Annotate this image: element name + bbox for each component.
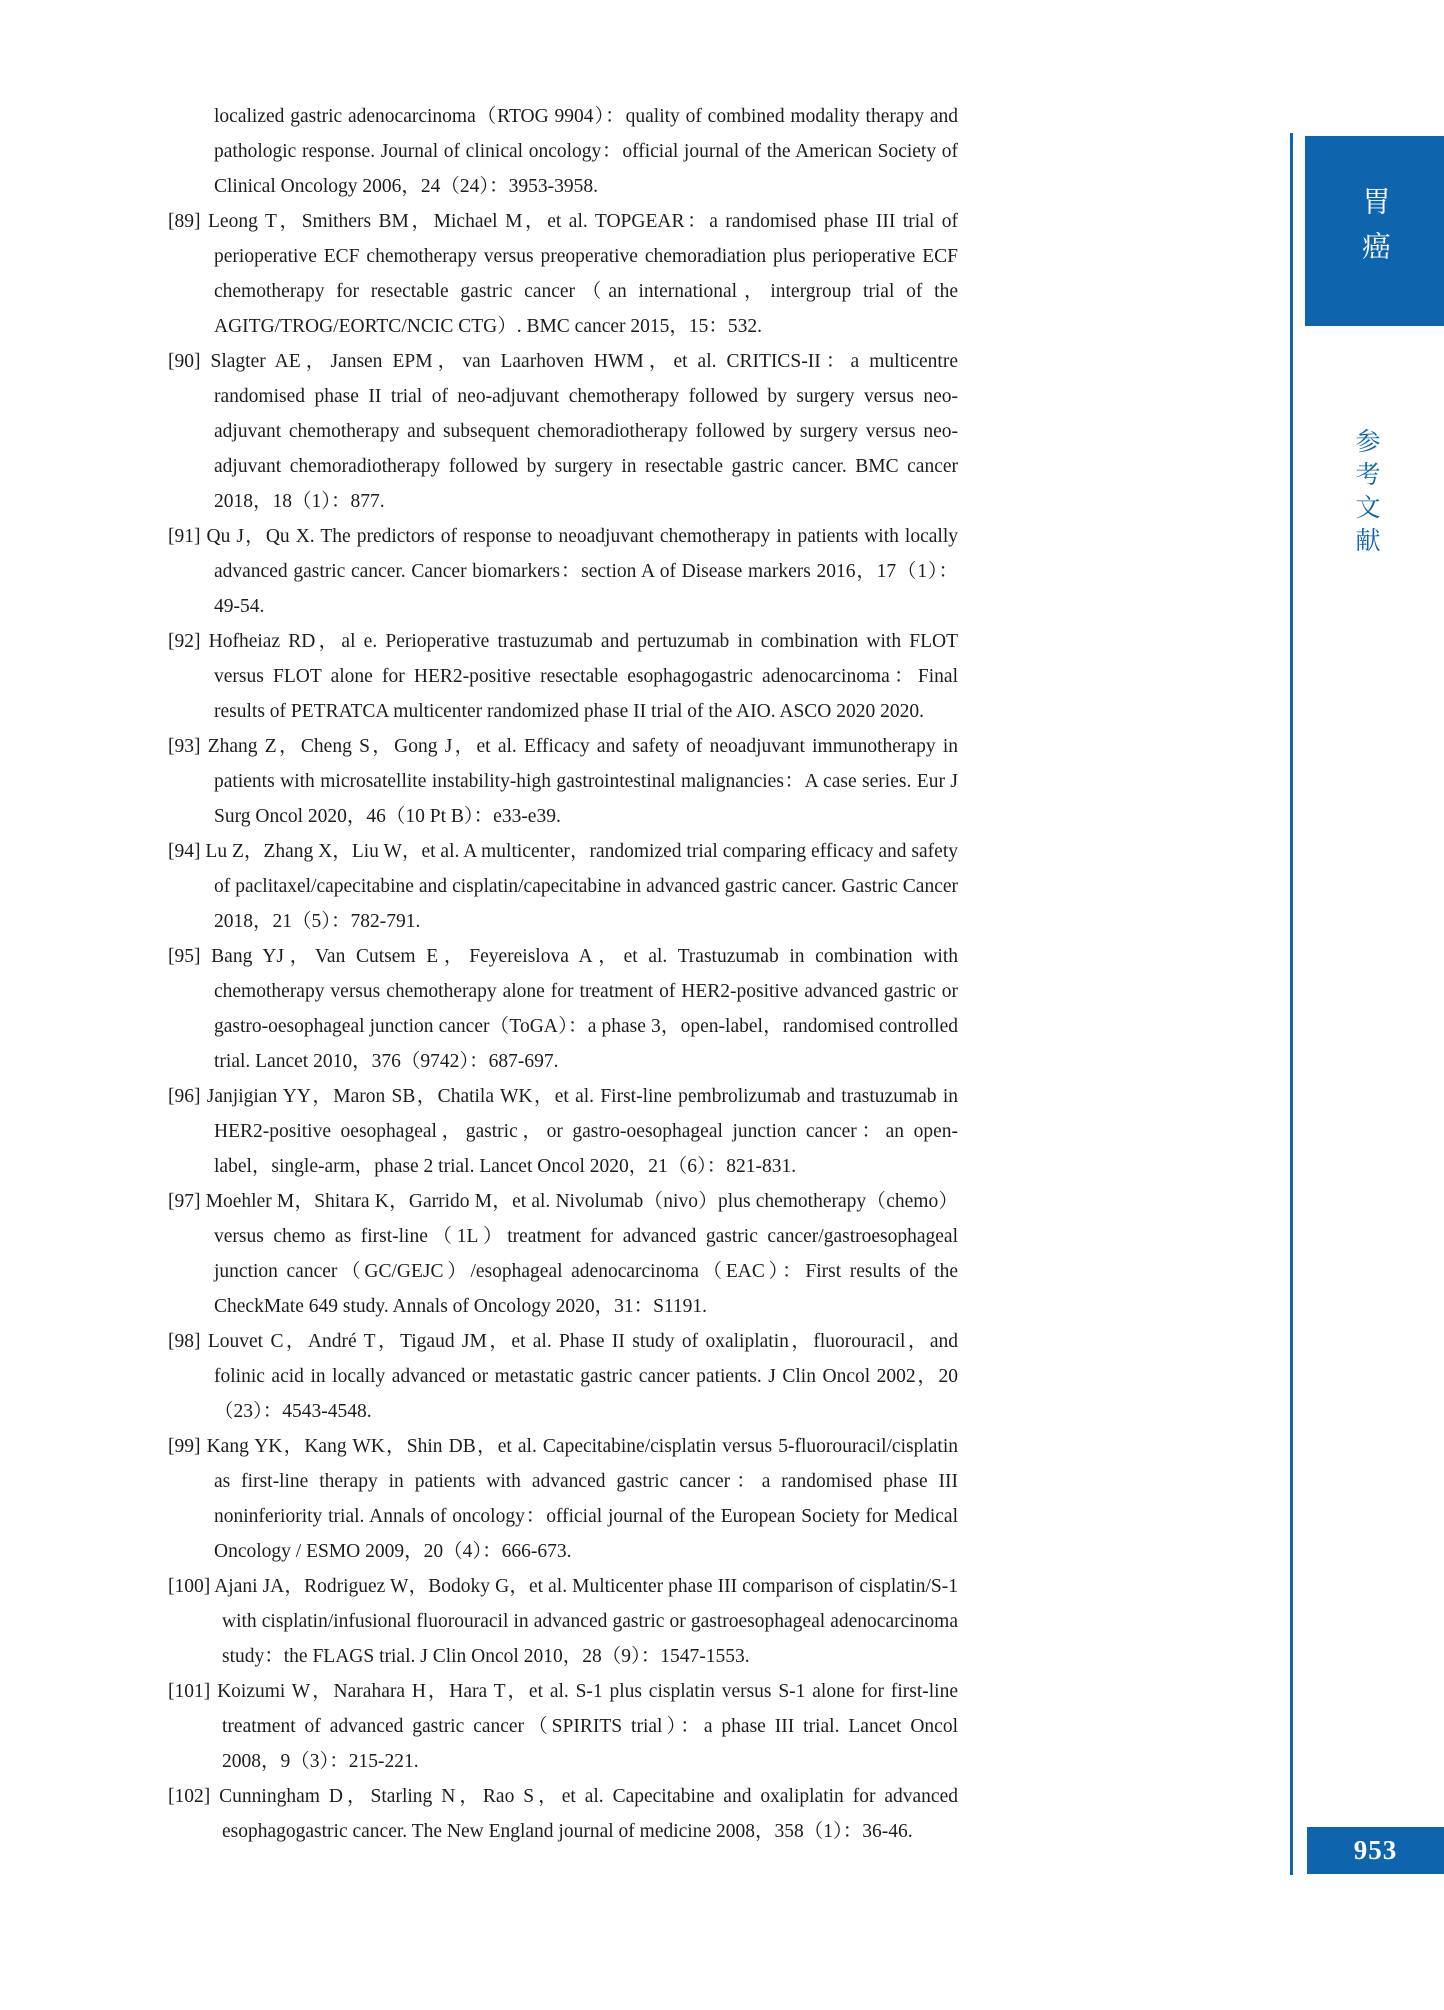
chapter-tab-label: 胃癌 <box>1358 186 1390 276</box>
reference-item: [97] Moehler M，Shitara K，Garrido M，et al. Nivolumab（nivo）plus chemotherapy（chemo）versus chemo as first-line（1L）treatment for advanced gastric cancer/gastroesophageal junction cancer（GC/GEJC）/esophageal adenocarcinoma（EAC）：First results of the CheckMate 649 study. Annals of Oncology 2020，31：S1191. <box>168 1191 958 1317</box>
chapter-tab-gastric-cancer <box>1305 136 1444 326</box>
reference-number: [98] <box>168 1331 201 1352</box>
reference-item: [94] Lu Z，Zhang X，Liu W，et al. A multicenter，randomized trial comparing efficacy and safety of paclitaxel/capecitabine and cisplatin/capecitabine in advanced gastric cancer. Gastric Cancer 2018，21（5）：782-791. <box>168 841 958 932</box>
sidebar-divider-line <box>1290 133 1293 1875</box>
reference-number: [94] <box>168 841 201 862</box>
reference-item: [95] Bang YJ，Van Cutsem E，Feyereislova A，et al. Trastuzumab in combination with chemotherapy versus chemotherapy alone for treatment of HER2-positive advanced gastric or gastro-oesophageal junction cancer（ToGA）：a phase 3，open-label，randomised controlled trial. Lancet 2010，376（9742）：687-697. <box>168 946 958 1072</box>
reference-number: [101] <box>168 1681 211 1702</box>
reference-number: [97] <box>168 1191 201 1212</box>
page-number: 953 <box>1353 1835 1398 1865</box>
reference-item: [100] Ajani JA，Rodriguez W，Bodoky G，et al. Multicenter phase III comparison of cisplatin/S-1 with cisplatin/infusional fluorouracil in advanced gastric or gastroesophageal adenocarcinoma study：the FLAGS trial. J Clin Oncol 2010，28（9）：1547-1553. <box>168 1576 958 1667</box>
page-number-badge <box>1307 1827 1444 1874</box>
references-list <box>168 99 958 1849</box>
reference-number: [90] <box>168 351 201 372</box>
reference-item: [101] Koizumi W，Narahara H，Hara T，et al. S-1 plus cisplatin versus S-1 alone for first-line treatment of advanced gastric cancer（SPIRITS trial）：a phase III trial. Lancet Oncol 2008，9（3）：215-221. <box>168 1681 958 1772</box>
section-tab-label: 参考文献 <box>1352 428 1379 560</box>
reference-number: [91] <box>168 526 201 547</box>
section-tab-references <box>1338 428 1392 560</box>
reference-number: [92] <box>168 631 201 652</box>
reference-number: [99] <box>168 1436 201 1457</box>
reference-number: [89] <box>168 211 201 232</box>
reference-continuation: localized gastric adenocarcinoma（RTOG 9904）：quality of combined modality therapy and pathologic response. Journal of clinical oncology：official journal of the American Society of Clinical Oncology 2006，24（24）：3953-3958. <box>214 106 958 197</box>
reference-item: [99] Kang YK，Kang WK，Shin DB，et al. Capecitabine/cisplatin versus 5-fluorouracil/cisplatin as first-line therapy in patients with advanced gastric cancer：a randomised phase III noninferiority trial. Annals of oncology：official journal of the European Society for Medical Oncology / ESMO 2009，20（4）：666-673. <box>168 1436 958 1562</box>
reference-item: [93] Zhang Z，Cheng S，Gong J，et al. Efficacy and safety of neoadjuvant immunotherapy in patients with microsatellite instability-high gastrointestinal malignancies：A case series. Eur J Surg Oncol 2020，46（10 Pt B）：e33-e39. <box>168 736 958 827</box>
reference-number: [95] <box>168 946 201 967</box>
reference-number: [93] <box>168 736 201 757</box>
reference-item: [102] Cunningham D，Starling N，Rao S，et al. Capecitabine and oxaliplatin for advanced esophagogastric cancer. The New England journal of medicine 2008，358（1）：36-46. <box>168 1786 958 1842</box>
reference-number: [96] <box>168 1086 201 1107</box>
reference-item: [91] Qu J，Qu X. The predictors of response to neoadjuvant chemotherapy in patients with locally advanced gastric cancer. Cancer biomarkers：section A of Disease markers 2016，17（1）：49-54. <box>168 526 958 617</box>
reference-item: [98] Louvet C，André T，Tigaud JM，et al. Phase II study of oxaliplatin，fluorouracil，and folinic acid in locally advanced or metastatic gastric cancer patients. J Clin Oncol 2002，20（23）：4543-4548. <box>168 1331 958 1422</box>
reference-item: [89] Leong T，Smithers BM，Michael M，et al. TOPGEAR：a randomised phase III trial of perioperative ECF chemotherapy versus preoperative chemoradiation plus perioperative ECF chemotherapy for resectable gastric cancer（an international，intergroup trial of the AGITG/TROG/EORTC/NCIC CTG）. BMC cancer 2015，15：532. <box>168 211 958 337</box>
reference-item: [92] Hofheiaz RD，al e. Perioperative trastuzumab and pertuzumab in combination with FLOT versus FLOT alone for HER2-positive resectable esophagogastric adenocarcinoma：Final results of PETRATCA multicenter randomized phase II trial of the AIO. ASCO 2020 2020. <box>168 631 958 722</box>
reference-number: [100] <box>168 1576 211 1597</box>
reference-item: [96] Janjigian YY，Maron SB，Chatila WK，et al. First-line pembrolizumab and trastuzumab in HER2-positive oesophageal，gastric，or gastro-oesophageal junction cancer：an open-label，single-arm，phase 2 trial. Lancet Oncol 2020，21（6）：821-831. <box>168 1086 958 1177</box>
reference-number: [102] <box>168 1786 211 1807</box>
reference-item: [90] Slagter AE，Jansen EPM，van Laarhoven HWM，et al. CRITICS-II：a multicentre randomised phase II trial of neo-adjuvant chemotherapy followed by surgery versus neo-adjuvant chemotherapy and subsequent chemoradiotherapy followed by surgery versus neo-adjuvant chemoradiotherapy followed by surgery in resectable gastric cancer. BMC cancer 2018，18（1）：877. <box>168 351 958 512</box>
